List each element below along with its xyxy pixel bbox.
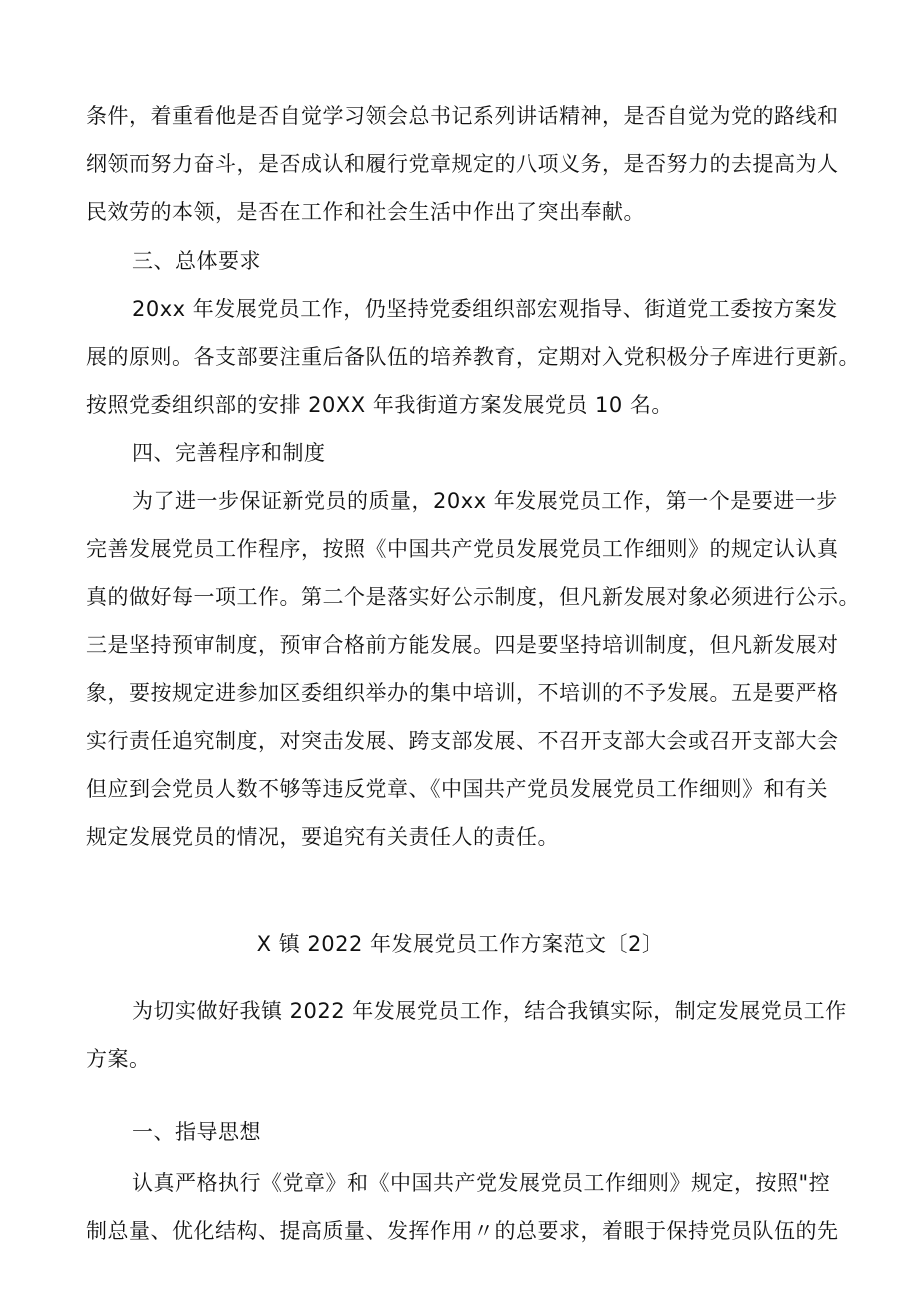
paragraph-line: 三是坚持预审制度，预审合格前方能发展。四是要坚持培训制度，但凡新发展对: [86, 633, 839, 657]
paragraph-line: 完善发展党员工作程序，按照《中国共产党员发展党员工作细则》的规定认认真: [86, 537, 839, 561]
section-heading: 三、总体要求: [132, 249, 261, 273]
paragraph-line: 规定发展党员的情况，要追究有关责任人的责任。: [86, 825, 559, 849]
paragraph-line: 象，要按规定进参加区委组织举办的集中培训，不培训的不予发展。五是要严格: [86, 681, 839, 705]
paragraph-line: 真的做好每一项工作。第二个是落实好公示制度，但凡新发展对象必须进行公示。: [86, 585, 860, 609]
paragraph-line: 实行责任追究制度，对突击发展、跨支部发展、不召开支部大会或召开支部大会: [86, 729, 839, 753]
section-heading: 一、指导思想: [132, 1120, 261, 1144]
paragraph-line: 20xx 年发展党员工作，仍坚持党委组织部宏观指导、街道党工委按方案发: [132, 297, 838, 321]
paragraph-line: 民效劳的本领，是否在工作和社会生活中作出了突出奉献。: [86, 200, 645, 224]
paragraph-line: 条件，着重看他是否自觉学习领会总书记系列讲话精神，是否自觉为党的路线和: [86, 104, 839, 128]
document-title: X 镇 2022 年发展党员工作方案范文〔2〕: [256, 932, 664, 956]
paragraph-line: 方案。: [86, 1047, 151, 1071]
paragraph-line: 按照党委组织部的安排 20XX 年我街道方案发展党员 10 名。: [86, 393, 673, 417]
paragraph-line: 认真严格执行《党章》和《中国共产党发展党员工作细则》规定，按照"控: [132, 1171, 831, 1195]
paragraph-line: 为了进一步保证新党员的质量，20xx 年发展党员工作，第一个是要进一步: [132, 489, 838, 513]
paragraph-line: 纲领而努力奋斗，是否成认和履行党章规定的八项义务，是否努力的去提高为人: [86, 152, 839, 176]
section-heading: 四、完善程序和制度: [132, 441, 326, 465]
paragraph-line: 制总量、优化结构、提高质量、发挥作用〃的总要求，着眼于保持党员队伍的先: [86, 1219, 839, 1243]
paragraph-line: 展的原则。各支部要注重后备队伍的培养教育，定期对入党积极分子库进行更新。: [86, 345, 860, 369]
paragraph-line: 为切实做好我镇 2022 年发展党员工作，结合我镇实际，制定发展党员工作: [132, 999, 847, 1023]
paragraph-line: 但应到会党员人数不够等违反党章、《中国共产党员发展党员工作细则》和有关: [86, 777, 828, 801]
